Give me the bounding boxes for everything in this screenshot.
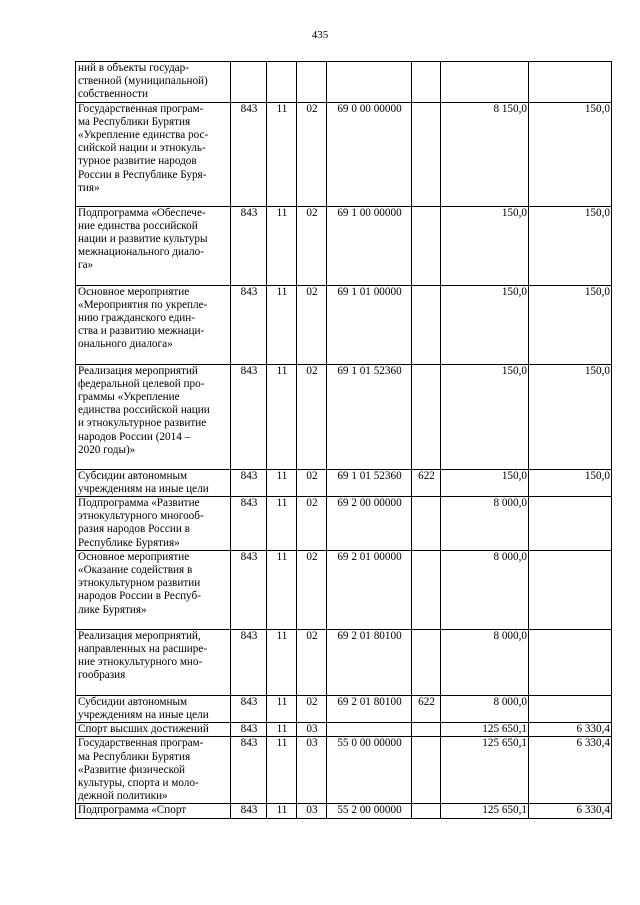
subsection-code-text: 02 [306,102,318,115]
section-code-cell [267,285,297,364]
item-name-text: Государственная програм- ма Республики Бурятия «Развитие физической культуры, спорта и моло- дежной политики» [78,737,204,803]
subsection-code-text: 02 [306,469,318,482]
amount-1-text: 150,0 [501,206,527,219]
target-article-text: 69 1 01 52360 [337,469,402,482]
ministry-code-text: 843 [240,804,258,817]
subsection-code-cell [297,804,327,819]
amount-2-cell [529,285,612,364]
item-name-text: Основное мероприятие «Мероприятия по укрепле- нию гражданского един- ства и развитию межнаци- онального диалога» [78,285,208,351]
amount-1-cell [441,62,529,103]
section-code-cell [267,737,297,804]
target-article-text: 55 2 00 00000 [337,804,402,817]
item-name-cell [76,695,231,722]
amount-2-cell [529,497,612,551]
page-number: 435 [311,29,329,41]
expense-type-cell [412,695,441,722]
amount-1-text: 150,0 [501,469,527,482]
item-name-cell [76,469,231,496]
amount-2-cell [529,550,612,629]
expense-type-cell [412,206,441,285]
section-code-text: 11 [276,102,288,115]
target-article-cell [327,102,412,206]
subsection-code-text: 03 [306,723,318,736]
target-article-text: 69 1 01 00000 [337,285,402,298]
amount-1-cell [441,285,529,364]
ministry-code-text: 843 [240,364,258,377]
section-code-cell [267,695,297,722]
subsection-code-cell [297,62,327,103]
expense-type-cell [412,469,441,496]
ministry-code-text: 843 [240,550,258,563]
amount-1-cell [441,550,529,629]
ministry-code-text: 843 [240,285,258,298]
section-code-text: 11 [276,469,288,482]
item-name-text: Подпрограмма «Развитие этнокультурного многооб- разия народов России в Республике Бурятия» [78,497,204,549]
amount-1-cell [441,206,529,285]
ministry-code-cell [231,723,267,737]
section-code-text: 11 [276,804,288,817]
ministry-code-cell [231,469,267,496]
target-article-text: 69 1 00 00000 [337,206,402,219]
subsection-code-text: 02 [306,629,318,642]
amount-1-cell [441,102,529,206]
target-article-cell [327,550,412,629]
target-article-cell [327,737,412,804]
amount-1-text: 125 650,1 [482,737,527,750]
amount-1-cell [441,469,529,496]
amount-2-cell [529,206,612,285]
subsection-code-cell [297,629,327,695]
expense-type-cell [412,364,441,469]
expense-type-cell [412,497,441,551]
amount-1-cell [441,723,529,737]
subsection-code-text: 02 [306,550,318,563]
amount-1-text: 125 650,1 [482,804,527,817]
amount-2-text: 6 330,4 [576,723,610,736]
amount-2-cell [529,102,612,206]
section-code-text: 11 [276,497,288,510]
item-name-text: Подпрограмма «Обеспече- ние единства российской нации и развитие культуры межнационального диало- га» [78,206,208,272]
ministry-code-cell [231,737,267,804]
item-name-text: Субсидии автономным учреждениям на иные цели [78,695,209,722]
amount-1-text: 8 000,0 [493,550,527,563]
table-row [76,804,612,819]
expense-type-cell [412,102,441,206]
ministry-code-cell [231,62,267,103]
table-row [76,62,612,103]
amount-2-text: 6 330,4 [576,804,610,817]
target-article-cell [327,285,412,364]
item-name-cell [76,497,231,551]
ministry-code-cell [231,206,267,285]
section-code-cell [267,723,297,737]
table-row [76,497,612,551]
item-name-text: Подпрограмма «Спорт [78,804,187,817]
ministry-code-cell [231,550,267,629]
item-name-text: Реализация мероприятий, направленных на расшире- ние этнокультурного мно- гообразия [78,629,208,682]
amount-2-cell [529,695,612,722]
expense-type-cell [412,723,441,737]
amount-2-cell [529,723,612,737]
expense-type-cell [412,737,441,804]
target-article-text: 55 0 00 00000 [337,737,402,750]
subsection-code-cell [297,285,327,364]
amount-1-text: 8 150,0 [493,102,527,115]
item-name-text: Государственная програм- ма Республики Бурятия «Укрепление единства рос- сийской нации и этнокуль- турное развитие народов России в Республике Буря- тия» [78,102,209,194]
target-article-text: 69 2 00 00000 [337,497,402,510]
table-row [76,102,612,206]
ministry-code-text: 843 [240,206,258,219]
subsection-code-cell [297,695,327,722]
subsection-code-text: 03 [306,737,318,750]
expense-type-text: 622 [418,469,435,482]
amount-1-cell [441,497,529,551]
target-article-cell [327,695,412,722]
subsection-code-cell [297,737,327,804]
section-code-text: 11 [276,723,288,736]
item-name-cell [76,804,231,819]
item-name-text: Основное мероприятие «Оказание содействия в этнокультурном развитии народов России в Респуб- лике Бурятия» [78,550,201,616]
item-name-cell [76,62,231,103]
item-name-text: Спорт высших достижений [78,723,209,736]
amount-2-cell [529,737,612,804]
target-article-cell [327,469,412,496]
ministry-code-cell [231,695,267,722]
table-row [76,469,612,496]
section-code-cell [267,364,297,469]
subsection-code-text: 03 [306,804,318,817]
expense-type-cell [412,62,441,103]
item-name-text: ний в объекты государ- ственной (муниципальной) собственности [78,62,208,101]
target-article-text: 69 2 01 00000 [337,550,402,563]
subsection-code-cell [297,364,327,469]
section-code-text: 11 [276,629,288,642]
subsection-code-cell [297,497,327,551]
ministry-code-text: 843 [240,469,258,482]
table-body [76,62,612,819]
target-article-cell [327,723,412,737]
target-article-text: 69 2 01 80100 [337,695,402,708]
section-code-cell [267,469,297,496]
target-article-text: 69 1 01 52360 [337,364,402,377]
section-code-cell [267,206,297,285]
amount-2-text: 150,0 [584,469,610,482]
amount-2-text: 150,0 [584,285,610,298]
table-row [76,285,612,364]
target-article-cell [327,364,412,469]
amount-1-cell [441,364,529,469]
ministry-code-cell [231,497,267,551]
target-article-cell [327,804,412,819]
amount-2-text: 150,0 [584,206,610,219]
ministry-code-text: 843 [240,497,258,510]
amount-2-cell [529,804,612,819]
amount-1-cell [441,695,529,722]
table-row [76,737,612,804]
amount-1-text: 8 000,0 [493,497,527,510]
item-name-cell [76,550,231,629]
section-code-text: 11 [276,285,288,298]
ministry-code-cell [231,102,267,206]
item-name-cell [76,206,231,285]
section-code-cell [267,629,297,695]
ministry-code-text: 843 [240,737,258,750]
ministry-code-text: 843 [240,695,258,708]
subsection-code-cell [297,206,327,285]
ministry-code-cell [231,364,267,469]
item-name-text: Реализация мероприятий федеральной целевой про- граммы «Укрепление единства российской нации и этнокультурное развитие народов России (2014 – 2020 годы)» [78,364,210,456]
target-article-text: 69 2 01 80100 [337,629,402,642]
expense-type-cell [412,629,441,695]
subsection-code-text: 02 [306,497,318,510]
subsection-code-cell [297,550,327,629]
target-article-cell [327,62,412,103]
amount-2-text: 6 330,4 [576,737,610,750]
table-row [76,206,612,285]
amount-1-text: 150,0 [501,364,527,377]
amount-1-cell [441,804,529,819]
table-row [76,364,612,469]
item-name-cell [76,285,231,364]
amount-2-cell [529,629,612,695]
table-row [76,629,612,695]
budget-table [75,61,612,819]
amount-1-text: 8 000,0 [493,629,527,642]
amount-1-text: 8 000,0 [493,695,527,708]
item-name-cell [76,364,231,469]
ministry-code-cell [231,285,267,364]
target-article-cell [327,497,412,551]
expense-type-cell [412,285,441,364]
amount-2-cell [529,364,612,469]
subsection-code-text: 02 [306,206,318,219]
expense-type-text: 622 [418,695,435,708]
expense-type-cell [412,550,441,629]
section-code-cell [267,497,297,551]
section-code-cell [267,102,297,206]
subsection-code-cell [297,469,327,496]
table-row [76,723,612,737]
ministry-code-cell [231,804,267,819]
item-name-cell [76,629,231,695]
ministry-code-text: 843 [240,723,258,736]
item-name-text: Субсидии автономным учреждениям на иные цели [78,469,209,495]
section-code-text: 11 [276,737,288,750]
section-code-cell [267,804,297,819]
amount-1-cell [441,629,529,695]
ministry-code-text: 843 [240,629,258,642]
target-article-text: 69 0 00 00000 [337,102,402,115]
subsection-code-text: 02 [306,285,318,298]
amount-2-text: 150,0 [584,102,610,115]
target-article-cell [327,629,412,695]
section-code-cell [267,550,297,629]
amount-2-cell [529,469,612,496]
section-code-text: 11 [276,695,288,708]
ministry-code-text: 843 [240,102,258,115]
section-code-cell [267,62,297,103]
amount-1-cell [441,737,529,804]
subsection-code-cell [297,723,327,737]
section-code-text: 11 [276,206,288,219]
ministry-code-cell [231,629,267,695]
item-name-cell [76,723,231,737]
item-name-cell [76,102,231,206]
amount-1-text: 150,0 [501,285,527,298]
table-row [76,695,612,722]
table-row [76,550,612,629]
subsection-code-cell [297,102,327,206]
subsection-code-text: 02 [306,364,318,377]
section-code-text: 11 [276,550,288,563]
subsection-code-text: 02 [306,695,318,708]
amount-2-cell [529,62,612,103]
section-code-text: 11 [276,364,288,377]
expense-type-cell [412,804,441,819]
target-article-cell [327,206,412,285]
item-name-cell [76,737,231,804]
amount-1-text: 125 650,1 [482,723,527,736]
amount-2-text: 150,0 [584,364,610,377]
